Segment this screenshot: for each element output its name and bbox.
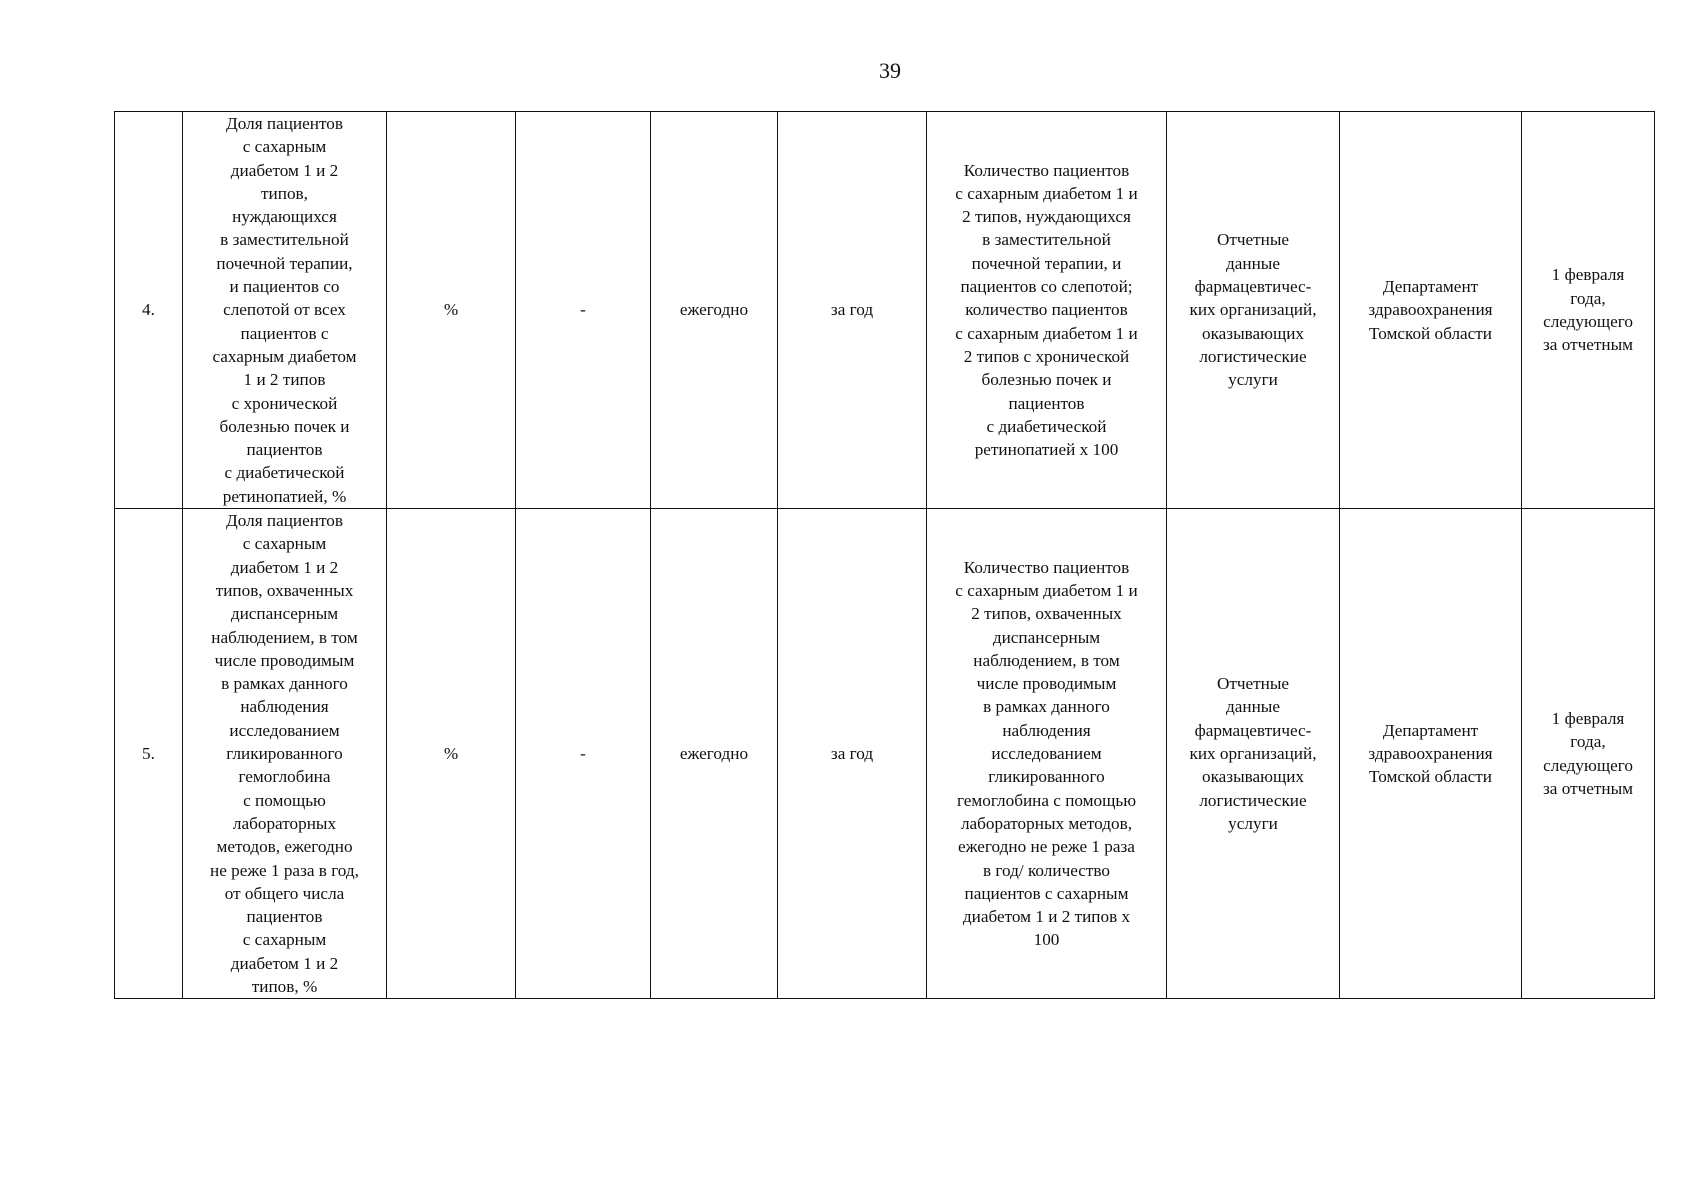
page-number: 39 bbox=[879, 58, 901, 83]
calculation-method-cell: Количество пациентов с сахарным диабетом 1 и 2 типов, охваченных диспансерным наблюдением, в том числе проводимым в рамках данного наблюдения исследованием гликированного гемоглобина с помощью лабораторных методов, ежегодно не реже 1 раза в год/ количество пациентов с сахарным диабетом 1 и 2 типов х 100 bbox=[927, 509, 1167, 999]
table-row bbox=[115, 509, 1655, 999]
unit-cell: % bbox=[387, 112, 516, 509]
data-source-cell: Отчетные данные фармацевтичес- ких организаций, оказывающих логистические услуги bbox=[1167, 112, 1340, 509]
periodicity-cell: ежегодно bbox=[651, 509, 778, 999]
row-number-cell: 5. bbox=[115, 509, 183, 999]
periodicity-cell: ежегодно bbox=[651, 112, 778, 509]
table-row bbox=[115, 112, 1655, 509]
responsible-cell: Департамент здравоохранения Томской области bbox=[1340, 112, 1522, 509]
base-value-cell: - bbox=[516, 112, 651, 509]
deadline-cell: 1 февраля года, следующего за отчетным bbox=[1522, 112, 1655, 509]
indicator-name-cell: Доля пациентов с сахарным диабетом 1 и 2 типов, охваченных диспансерным наблюдением, в том числе проводимым в рамках данного наблюдения исследованием гликированного гемоглобина с помощью лабораторных методов, ежегодно не реже 1 раза в год, от общего числа пациентов с сахарным диабетом 1 и 2 типов, % bbox=[183, 509, 387, 999]
period-cell: за год bbox=[778, 112, 927, 509]
base-value-cell: - bbox=[516, 509, 651, 999]
indicator-name-cell: Доля пациентов с сахарным диабетом 1 и 2 типов, нуждающихся в заместительной почечной терапии, и пациентов со слепотой от всех пациентов с сахарным диабетом 1 и 2 типов с хронической болезнью почек и пациентов с диабетической ретинопатией, % bbox=[183, 112, 387, 509]
unit-cell: % bbox=[387, 509, 516, 999]
calculation-method-cell: Количество пациентов с сахарным диабетом 1 и 2 типов, нуждающихся в заместительной почечной терапии, и пациентов со слепотой; количество пациентов с сахарным диабетом 1 и 2 типов с хронической болезнью почек и пациентов с диабетической ретинопатией х 100 bbox=[927, 112, 1167, 509]
data-source-cell: Отчетные данные фармацевтичес- ких организаций, оказывающих логистические услуги bbox=[1167, 509, 1340, 999]
indicators-table bbox=[114, 111, 1655, 999]
responsible-cell: Департамент здравоохранения Томской области bbox=[1340, 509, 1522, 999]
row-number-cell: 4. bbox=[115, 112, 183, 509]
period-cell: за год bbox=[778, 509, 927, 999]
deadline-cell: 1 февраля года, следующего за отчетным bbox=[1522, 509, 1655, 999]
